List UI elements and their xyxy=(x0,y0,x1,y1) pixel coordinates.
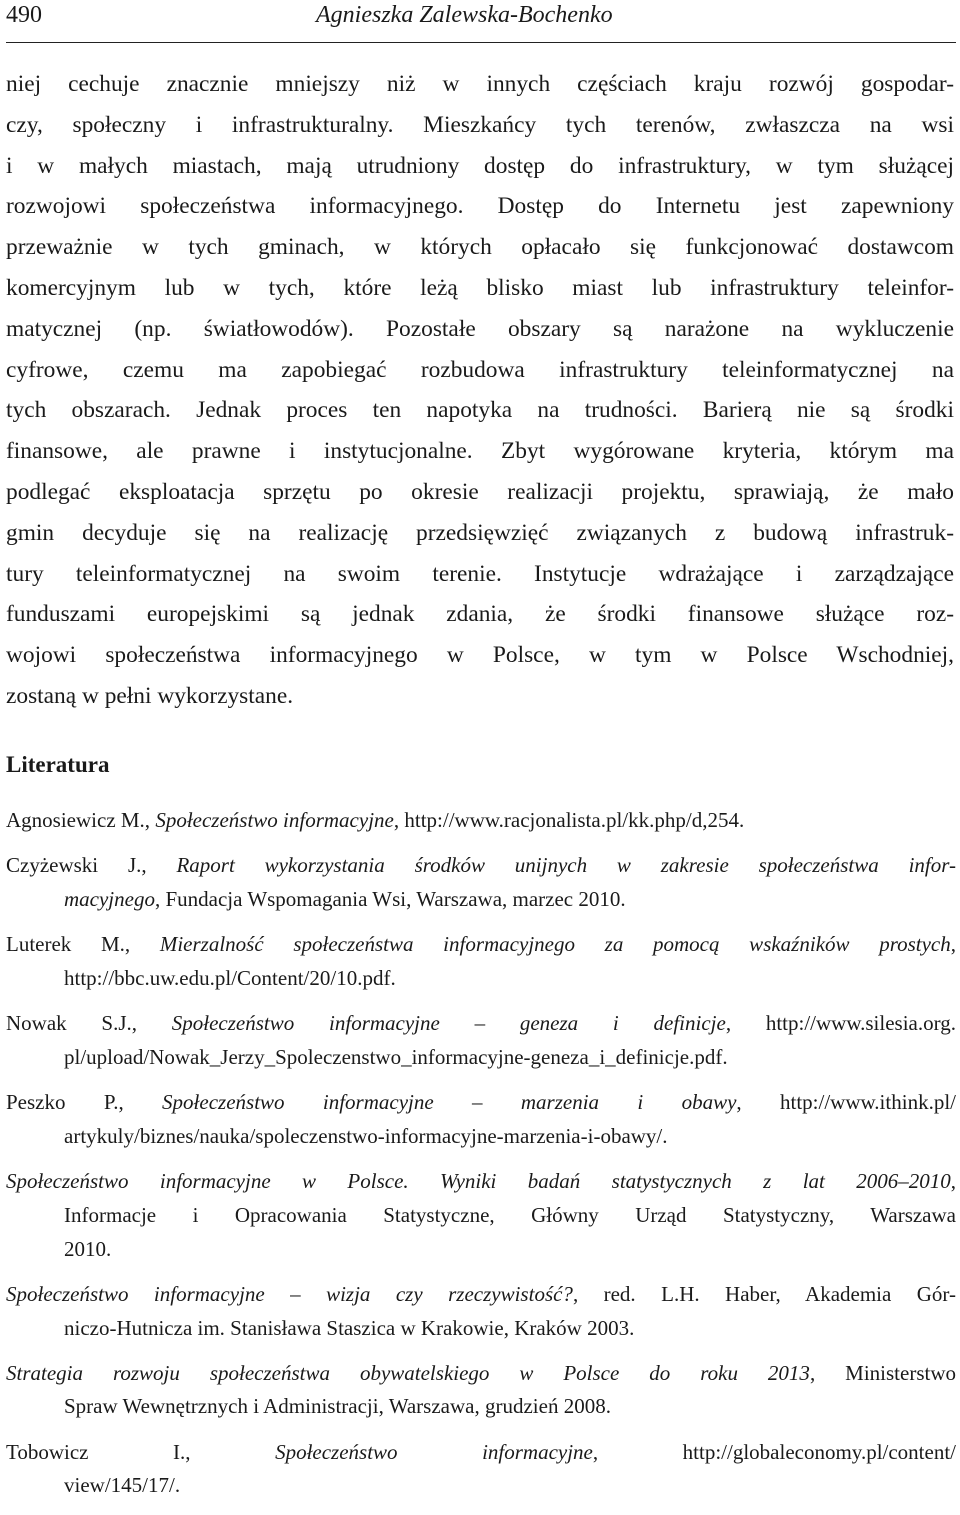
reference-line xyxy=(6,1278,956,1312)
reference-item xyxy=(6,928,956,995)
reference-item xyxy=(6,804,956,838)
reference-item xyxy=(6,1165,956,1266)
reference-item xyxy=(6,1436,956,1503)
reference-text: Informacje i Opracowania Statystyczne, Główny Urząd Statystyczny, Warszawa xyxy=(64,1202,956,1227)
body-line: i w małych miastach, mają utrudniony dostęp do infrastruktury, w tym służącej xyxy=(6,152,954,179)
reference-title: Mierzalność społeczeństwa informacyjnego za pomocą wskaźników prostych xyxy=(159,932,951,957)
reference-line xyxy=(6,1041,956,1075)
body-line: tury teleinformatycznej na swoim terenie. Instytucje wdrażające i zarządzające xyxy=(6,560,954,587)
reference-text: , http://globaleconomy.pl/content/ xyxy=(592,1439,957,1464)
reference-line xyxy=(6,804,956,838)
reference-title: Społeczeństwo informacyjne xyxy=(275,1439,593,1464)
reference-title: Raport wykorzystania środków unijnych w zakresie społeczeństwa infor- xyxy=(176,853,956,878)
reference-line xyxy=(6,1165,956,1199)
reference-text: niczo-Hutnicza im. Stanisława Staszica w Krakowie, Kraków 2003. xyxy=(64,1315,635,1340)
reference-text: , xyxy=(950,932,956,957)
body-line: podlegać eksploatacja sprzętu po okresie realizacji projektu, sprawiają, że mało xyxy=(6,478,954,505)
body-line: niej cechuje znacznie mniejszy niż w innych częściach kraju rozwój gospodar- xyxy=(6,71,954,97)
reference-line xyxy=(6,849,956,883)
reference-title: Społeczeństwo informacyjne – geneza i definicje xyxy=(171,1011,726,1036)
body-line: gmin decyduje się na realizację przedsięwzięć związanych z budową infrastruk- xyxy=(6,519,954,546)
reference-text: Luterek M., xyxy=(6,932,160,957)
body-line: zostaną w pełni wykorzystane. xyxy=(6,682,294,709)
reference-text: http://bbc.uw.edu.pl/Content/20/10.pdf. xyxy=(64,965,396,990)
running-header xyxy=(0,0,960,44)
reference-line xyxy=(6,1007,956,1041)
body-line: cyfrowe, czemu ma zapobiegać rozbudowa infrastruktury teleinformatycznej na xyxy=(6,356,954,383)
reference-line xyxy=(6,928,956,962)
body-line: matycznej (np. światłowodów). Pozostałe obszary są narażone na wykluczenie xyxy=(6,315,954,342)
reference-item xyxy=(6,1278,956,1345)
reference-title: Społeczeństwo informacyjne w Polsce. Wyniki badań statystycznych z lat 2006–2010 xyxy=(6,1169,951,1194)
literature-heading: Literatura xyxy=(6,752,110,777)
reference-line xyxy=(6,1086,956,1120)
reference-text: view/145/17/. xyxy=(64,1473,181,1498)
reference-text: Spraw Wewnętrznych i Administracji, Warszawa, grudzień 2008. xyxy=(64,1394,611,1419)
reference-text: pl/upload/Nowak_Jerzy_Spoleczenstwo_informacyjne-geneza_i_definicje.pdf. xyxy=(64,1044,728,1069)
reference-text: Nowak S.J., xyxy=(6,1011,172,1036)
header-rule xyxy=(6,42,956,43)
reference-line xyxy=(6,1120,956,1154)
reference-text: , Ministerstwo xyxy=(809,1360,956,1385)
reference-text: artykuly/biznes/nauka/spoleczenstwo-informacyjne-marzenia-i-obawy/. xyxy=(64,1123,668,1148)
body-line: funduszami europejskimi są jednak zdania, że środki finansowe służące roz- xyxy=(6,601,954,628)
reference-line xyxy=(6,1312,956,1346)
reference-text: , http://www.racjonalista.pl/kk.php/d,254. xyxy=(393,808,745,832)
body-paragraph xyxy=(6,64,954,717)
reference-line xyxy=(6,1199,956,1233)
body-line: wojowi społeczeństwa informacyjnego w Polsce, w tym w Polsce Wschodniej, xyxy=(6,642,954,669)
reference-item xyxy=(6,1086,956,1153)
reference-line xyxy=(6,962,956,996)
reference-title: Społeczeństwo informacyjne xyxy=(155,808,394,832)
reference-text: Peszko P., xyxy=(6,1090,163,1115)
reference-line xyxy=(6,883,956,917)
reference-text: Tobowicz I., xyxy=(6,1439,276,1464)
page-number: 490 xyxy=(6,2,42,28)
reference-line xyxy=(6,1436,956,1470)
reference-line xyxy=(6,1390,956,1424)
reference-item xyxy=(6,1007,956,1074)
reference-line xyxy=(6,1469,956,1503)
reference-title: Społeczeństwo informacyjne – wizja czy rzeczywistość? xyxy=(6,1281,573,1306)
reference-item xyxy=(6,1357,956,1424)
reference-line xyxy=(6,1233,956,1267)
reference-title: Strategia rozwoju społeczeństwa obywatelskiego w Polsce do roku 2013 xyxy=(6,1360,810,1385)
reference-title: macyjnego xyxy=(64,886,155,911)
body-line: tych obszarach. Jednak proces ten napotyka na trudności. Barierą nie są środki xyxy=(6,397,954,424)
running-head-author: Agnieszka Zalewska-Bochenko xyxy=(316,2,613,28)
body-line: przeważnie w tych gminach, w których opłacało się funkcjonować dostawcom xyxy=(6,234,954,261)
body-line: czy, społeczny i infrastrukturalny. Mieszkańcy tych terenów, zwłaszcza na wsi xyxy=(6,111,954,138)
reference-text: , red. L.H. Haber, Akademia Gór- xyxy=(572,1281,956,1306)
reference-text: 2010. xyxy=(64,1236,112,1261)
reference-text: , Fundacja Wspomagania Wsi, Warszawa, marzec 2010. xyxy=(154,886,626,911)
body-line: komercyjnym lub w tych, które leżą blisko miast lub infrastruktury teleinfor- xyxy=(6,274,954,301)
reference-text: , http://www.silesia.org. xyxy=(725,1011,956,1036)
body-line: finansowe, ale prawne i instytucjonalne. Zbyt wygórowane kryteria, którym ma xyxy=(6,438,954,465)
reference-item xyxy=(6,849,956,916)
reference-text: Czyżewski J., xyxy=(6,853,177,878)
reference-list xyxy=(6,804,956,1515)
reference-title: Społeczeństwo informacyjne – marzenia i obawy xyxy=(162,1090,737,1115)
reference-line xyxy=(6,1357,956,1391)
reference-text: Agnosiewicz M., xyxy=(6,808,156,832)
body-line: rozwojowi społeczeństwa informacyjnego. Dostęp do Internetu jest zapewniony xyxy=(6,193,954,220)
reference-text: , http://www.ithink.pl/ xyxy=(736,1090,956,1115)
reference-text: , xyxy=(950,1169,956,1194)
